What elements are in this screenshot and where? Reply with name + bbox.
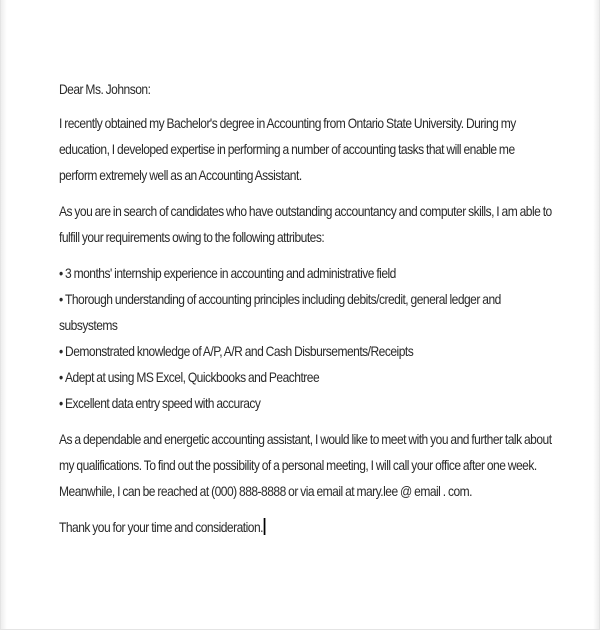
attribute-list-item	[59, 286, 554, 338]
attribute-text: Adept at using MS Excel, Quickbooks and Peachtree	[65, 369, 320, 385]
attribute-text: Demonstrated knowledge of A/P, A/R and Cash Disbursements/Receipts	[65, 343, 414, 359]
attribute-text: Excellent data entry speed with accuracy	[65, 395, 261, 411]
attribute-list-item	[59, 390, 554, 416]
bullet-icon: •	[59, 343, 63, 359]
bullet-icon: •	[59, 291, 63, 307]
attribute-list-item	[59, 338, 554, 364]
letter-paragraph-attributes: As you are in search of candidates who have outstanding accountancy and computer skills, I am able to fulfill your requirements owing to the following attributes:	[59, 203, 552, 245]
attribute-list-item	[59, 260, 554, 286]
letter-body	[59, 76, 552, 540]
attribute-text: 3 months' internship experience in accounting and administrative field	[65, 265, 396, 281]
letter-closing-line[interactable]	[59, 514, 554, 540]
attribute-list	[59, 260, 554, 416]
attribute-list-item	[59, 364, 554, 390]
letter-closing: Thank you for your time and consideration.	[59, 519, 263, 535]
letter-paragraph-intro: I recently obtained my Bachelor's degree in Accounting from Ontario State University. During my education, I developed expertise in performing a number of accounting tasks that will enable me perform extremely well as an Accounting Assistant.	[59, 115, 516, 183]
letter-greeting: Dear Ms. Johnson:	[59, 81, 151, 97]
page-right-shadow	[593, 0, 599, 629]
page-left-shadow	[1, 0, 7, 629]
bullet-icon: •	[59, 265, 63, 281]
letter-paragraph-meeting: As a dependable and energetic accounting assistant, I would like to meet with you and further talk about my qualifications. To find out the possibility of a personal meeting, I will call your office after one week. Meanwhile, I can be reached at (000) 888-8888 or via email at mary.lee @ email . com.	[59, 431, 552, 499]
bullet-icon: •	[59, 395, 63, 411]
text-cursor	[264, 518, 266, 535]
attribute-text: Thorough understanding of accounting principles including debits/credit, general ledger and subsystems	[59, 291, 501, 333]
bullet-icon: •	[59, 369, 63, 385]
